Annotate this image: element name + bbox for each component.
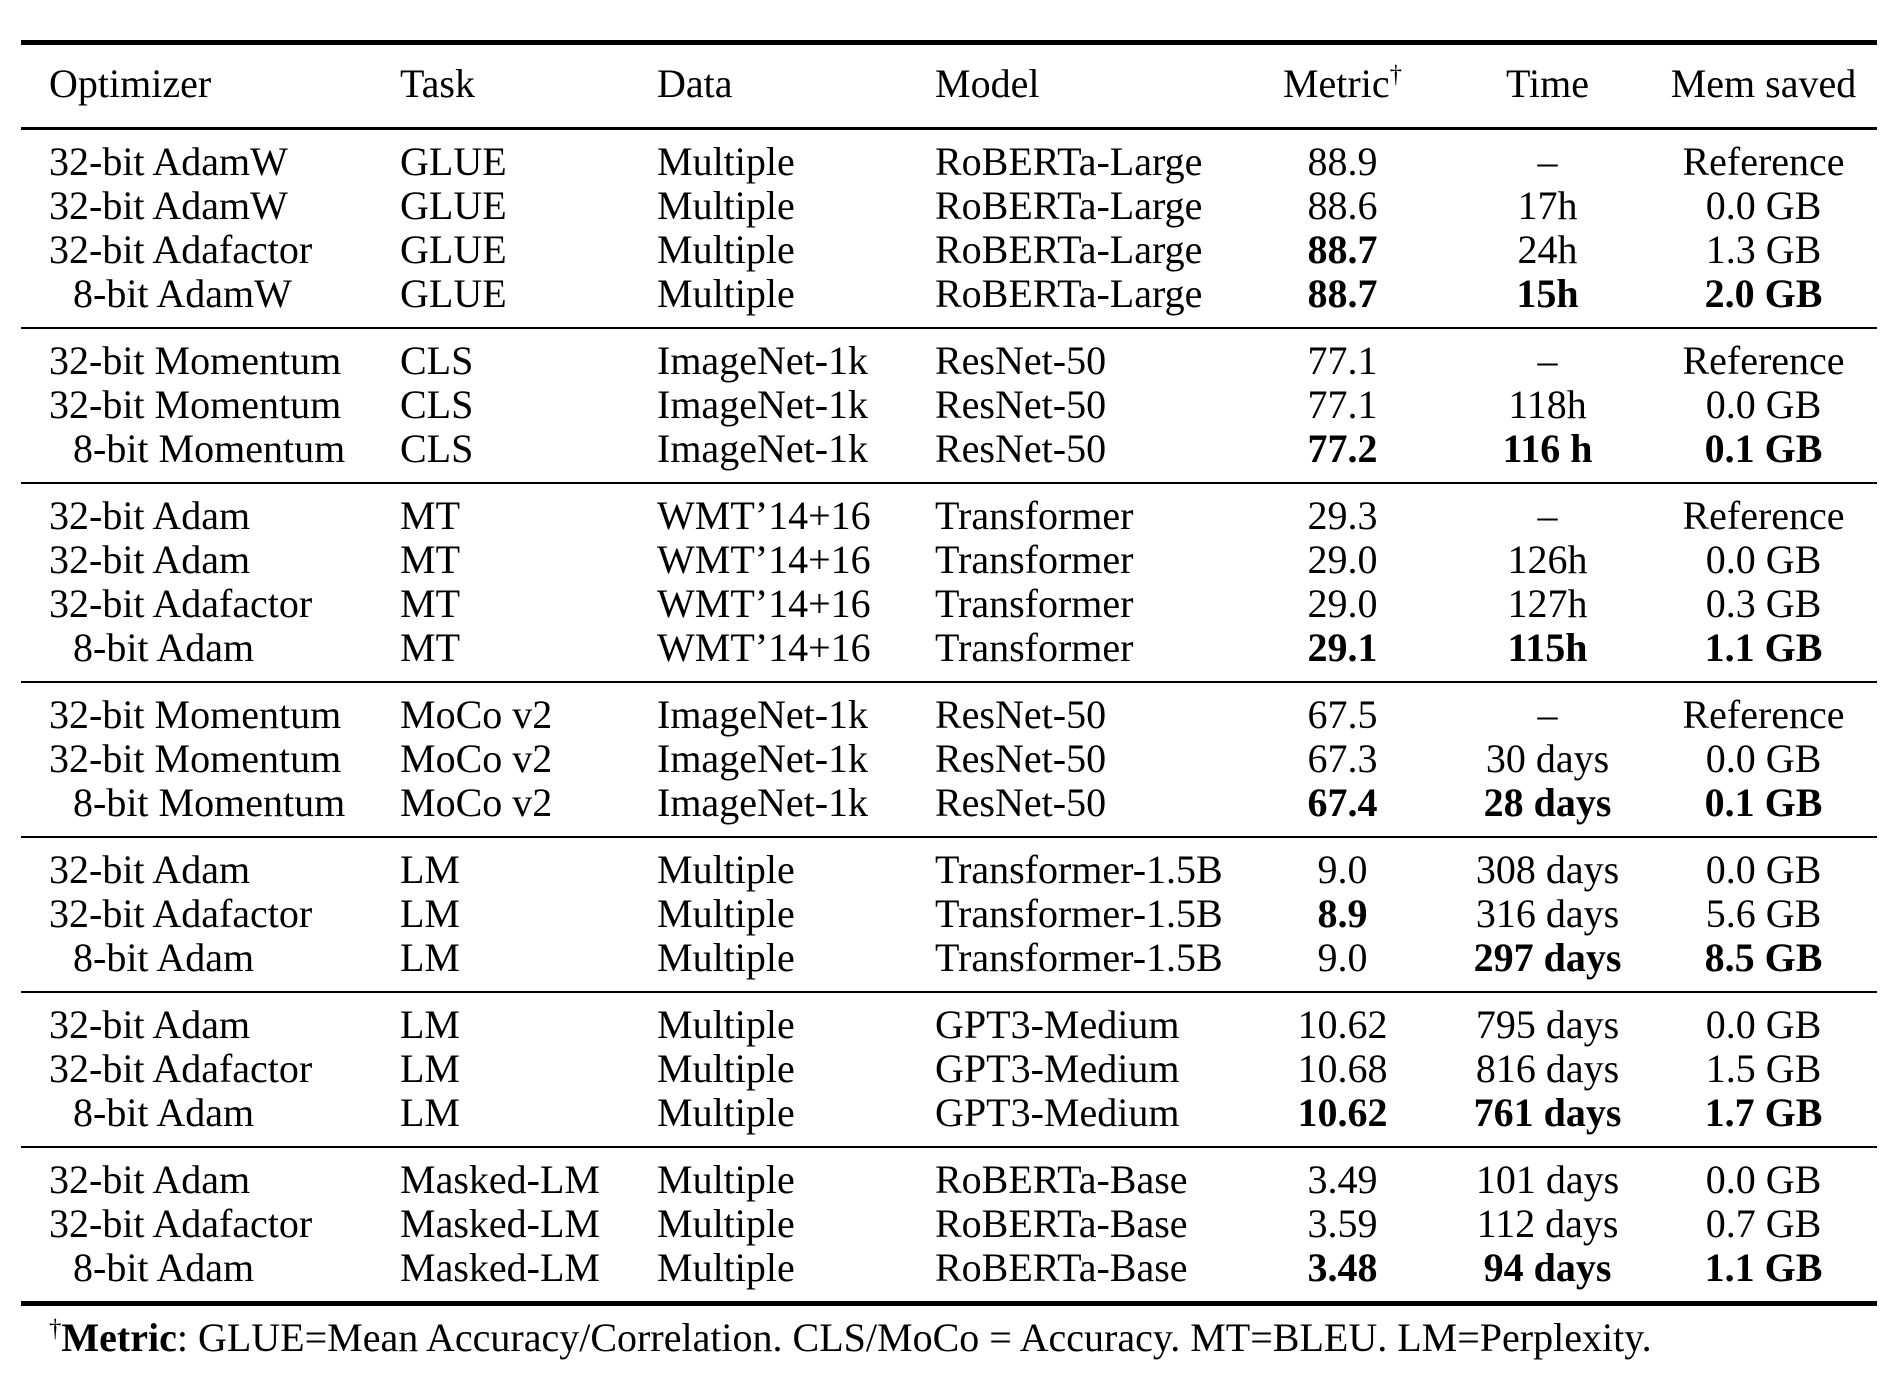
- cell-task: MoCo v2: [400, 736, 553, 781]
- cell-model: RoBERTa-Large: [935, 271, 1203, 316]
- table-row: [21, 1202, 1877, 1246]
- cell-optimizer: 32-bit Momentum: [49, 736, 342, 781]
- cell-metric: 88.7: [1307, 271, 1378, 316]
- cell-mem: Reference: [1682, 493, 1845, 538]
- table-row: [21, 328, 1877, 383]
- cell-optimizer: 8-bit Adam: [73, 1090, 255, 1135]
- cell-metric: 29.3: [1307, 493, 1378, 538]
- cell-model: Transformer: [935, 625, 1134, 670]
- cell-mem: 0.0 GB: [1705, 183, 1822, 228]
- cell-time: 94 days: [1483, 1245, 1612, 1290]
- cell-optimizer: 32-bit Adafactor: [49, 891, 313, 936]
- cell-task: CLS: [400, 338, 474, 383]
- optimizer-results-table: [21, 40, 1877, 1306]
- cell-data: ImageNet-1k: [657, 338, 869, 383]
- cell-model: ResNet-50: [935, 692, 1107, 737]
- cell-time: 15h: [1516, 271, 1579, 316]
- cell-optimizer: 32-bit Adam: [49, 1002, 251, 1047]
- cell-optimizer: 8-bit Adam: [73, 935, 255, 980]
- column-header-task: Task: [400, 61, 475, 106]
- cell-mem: 0.1 GB: [1704, 780, 1823, 825]
- cell-model: RoBERTa-Large: [935, 227, 1203, 272]
- cell-model: Transformer: [935, 581, 1134, 626]
- cell-data: Multiple: [657, 935, 795, 980]
- cell-data: WMT’14+16: [657, 493, 871, 538]
- cell-metric: 10.62: [1297, 1002, 1388, 1047]
- cell-model: RoBERTa-Base: [935, 1157, 1188, 1202]
- cell-time: –: [1537, 139, 1558, 184]
- cell-time: 116 h: [1502, 426, 1593, 471]
- cell-time: 28 days: [1483, 780, 1612, 825]
- table-group-1: [21, 129, 1877, 329]
- cell-mem: Reference: [1682, 139, 1845, 184]
- cell-optimizer: 32-bit Adafactor: [49, 227, 313, 272]
- table-group-6: [21, 992, 1877, 1147]
- table-row: [21, 427, 1877, 483]
- table-group-7: [21, 1147, 1877, 1304]
- cell-task: LM: [400, 847, 460, 892]
- table-row: [21, 781, 1877, 837]
- dagger-icon: †: [49, 1315, 62, 1343]
- cell-task: MT: [400, 581, 460, 626]
- cell-mem: Reference: [1682, 338, 1845, 383]
- cell-data: Multiple: [657, 1201, 795, 1246]
- cell-mem: 0.0 GB: [1705, 382, 1822, 427]
- cell-metric: 3.59: [1307, 1201, 1378, 1246]
- cell-optimizer: 32-bit Adafactor: [49, 581, 313, 626]
- cell-metric: 10.68: [1297, 1046, 1388, 1091]
- table-row: [21, 383, 1877, 427]
- table-row: [21, 837, 1877, 892]
- cell-model: Transformer: [935, 537, 1134, 582]
- cell-metric: 77.1: [1307, 338, 1378, 383]
- header-row: [21, 43, 1877, 129]
- cell-metric: 8.9: [1317, 891, 1368, 936]
- table-group-5: [21, 837, 1877, 992]
- table-row: [21, 737, 1877, 781]
- cell-data: Multiple: [657, 1157, 795, 1202]
- table-row: [21, 228, 1877, 272]
- cell-time: 112 days: [1476, 1201, 1619, 1246]
- cell-metric: 29.0: [1307, 581, 1378, 626]
- cell-model: GPT3-Medium: [935, 1090, 1180, 1135]
- cell-mem: 0.0 GB: [1705, 847, 1822, 892]
- cell-optimizer: 32-bit Momentum: [49, 692, 342, 737]
- table-header-row: [21, 43, 1877, 129]
- column-header-model: Model: [935, 61, 1040, 106]
- cell-task: GLUE: [400, 183, 507, 228]
- column-header-data: Data: [657, 61, 733, 106]
- table-group-4: [21, 682, 1877, 837]
- table-group-3: [21, 483, 1877, 682]
- footnote-metric-label: Metric: [61, 1315, 177, 1360]
- table-row: [21, 582, 1877, 626]
- cell-task: Masked-LM: [400, 1157, 600, 1202]
- cell-time: 101 days: [1475, 1157, 1620, 1202]
- cell-mem: 2.0 GB: [1704, 271, 1823, 316]
- cell-optimizer: 8-bit AdamW: [73, 271, 292, 316]
- cell-metric: 67.5: [1307, 692, 1378, 737]
- cell-model: RoBERTa-Large: [935, 139, 1203, 184]
- cell-task: LM: [400, 1090, 460, 1135]
- cell-metric: 9.0: [1317, 847, 1368, 892]
- cell-task: MoCo v2: [400, 692, 553, 737]
- cell-task: MT: [400, 625, 460, 670]
- cell-data: ImageNet-1k: [657, 692, 869, 737]
- cell-mem: 1.1 GB: [1704, 625, 1823, 670]
- cell-data: WMT’14+16: [657, 581, 871, 626]
- cell-data: ImageNet-1k: [657, 426, 869, 471]
- cell-metric: 29.0: [1307, 537, 1378, 582]
- cell-metric: 9.0: [1317, 935, 1368, 980]
- cell-metric: 67.3: [1307, 736, 1378, 781]
- cell-data: ImageNet-1k: [657, 382, 869, 427]
- cell-data: Multiple: [657, 1245, 795, 1290]
- cell-mem: 5.6 GB: [1705, 891, 1822, 936]
- cell-model: GPT3-Medium: [935, 1046, 1180, 1091]
- cell-model: ResNet-50: [935, 382, 1107, 427]
- table-row: [21, 483, 1877, 538]
- cell-task: GLUE: [400, 227, 507, 272]
- cell-model: Transformer: [935, 493, 1134, 538]
- cell-time: 17h: [1517, 183, 1578, 228]
- cell-time: 308 days: [1475, 847, 1620, 892]
- cell-task: Masked-LM: [400, 1201, 600, 1246]
- cell-optimizer: 32-bit AdamW: [49, 183, 288, 228]
- cell-time: 118h: [1508, 382, 1587, 427]
- table-footnote: [21, 1315, 1898, 1361]
- table-row: [21, 626, 1877, 682]
- cell-task: MT: [400, 493, 460, 538]
- cell-time: 126h: [1507, 537, 1588, 582]
- cell-task: MT: [400, 537, 460, 582]
- cell-metric: 3.49: [1307, 1157, 1378, 1202]
- table-row: [21, 1147, 1877, 1202]
- cell-optimizer: 32-bit Momentum: [49, 338, 342, 383]
- cell-optimizer: 32-bit Momentum: [49, 382, 342, 427]
- cell-data: Multiple: [657, 1090, 795, 1135]
- table-row: [21, 184, 1877, 228]
- cell-mem: 1.7 GB: [1704, 1090, 1823, 1135]
- cell-time: 115h: [1507, 625, 1588, 670]
- dagger-icon: †: [1389, 61, 1403, 89]
- cell-mem: 0.0 GB: [1705, 1002, 1822, 1047]
- cell-model: Transformer-1.5B: [935, 935, 1223, 980]
- footnote-text: : GLUE=Mean Accuracy/Correlation. CLS/MoCo = Accuracy. MT=BLEU. LM=Perplexity.: [176, 1315, 1652, 1360]
- cell-task: Masked-LM: [400, 1245, 600, 1290]
- cell-optimizer: 8-bit Momentum: [73, 426, 346, 471]
- cell-time: –: [1537, 692, 1558, 737]
- cell-model: ResNet-50: [935, 338, 1107, 383]
- cell-task: GLUE: [400, 139, 507, 184]
- table-row: [21, 538, 1877, 582]
- cell-time: –: [1537, 338, 1558, 383]
- cell-time: 30 days: [1485, 736, 1610, 781]
- cell-data: Multiple: [657, 847, 795, 892]
- table-row: [21, 892, 1877, 936]
- cell-model: Transformer-1.5B: [935, 891, 1223, 936]
- cell-data: Multiple: [657, 183, 795, 228]
- table-row: [21, 682, 1877, 737]
- cell-mem: 0.3 GB: [1705, 581, 1822, 626]
- cell-task: LM: [400, 935, 460, 980]
- cell-optimizer: 32-bit Adafactor: [49, 1046, 313, 1091]
- cell-data: Multiple: [657, 891, 795, 936]
- cell-metric: 88.7: [1307, 227, 1378, 272]
- cell-model: ResNet-50: [935, 736, 1107, 781]
- cell-data: WMT’14+16: [657, 537, 871, 582]
- cell-metric: 3.48: [1307, 1245, 1378, 1290]
- cell-task: LM: [400, 1046, 460, 1091]
- table-row: [21, 272, 1877, 328]
- cell-metric: 77.1: [1307, 382, 1378, 427]
- cell-model: RoBERTa-Base: [935, 1245, 1188, 1290]
- cell-optimizer: 8-bit Adam: [73, 625, 255, 670]
- cell-task: LM: [400, 1002, 460, 1047]
- cell-data: Multiple: [657, 139, 795, 184]
- table-row: [21, 1091, 1877, 1147]
- cell-time: 127h: [1507, 581, 1588, 626]
- table-row: [21, 992, 1877, 1047]
- table-row: [21, 936, 1877, 992]
- cell-time: 24h: [1517, 227, 1578, 272]
- cell-mem: Reference: [1682, 692, 1845, 737]
- column-header-time: Time: [1505, 61, 1589, 106]
- cell-mem: 8.5 GB: [1704, 935, 1823, 980]
- cell-optimizer: 8-bit Momentum: [73, 780, 346, 825]
- cell-task: CLS: [400, 426, 474, 471]
- cell-task: MoCo v2: [400, 780, 553, 825]
- cell-optimizer: 32-bit AdamW: [49, 139, 288, 184]
- cell-mem: 1.3 GB: [1705, 227, 1822, 272]
- cell-mem: 0.1 GB: [1704, 426, 1823, 471]
- cell-data: ImageNet-1k: [657, 736, 869, 781]
- cell-data: Multiple: [657, 271, 795, 316]
- cell-data: WMT’14+16: [657, 625, 871, 670]
- cell-optimizer: 32-bit Adam: [49, 1157, 251, 1202]
- cell-metric: 67.4: [1307, 780, 1378, 825]
- column-header-optimizer: Optimizer: [49, 61, 212, 106]
- cell-model: GPT3-Medium: [935, 1002, 1180, 1047]
- cell-task: GLUE: [400, 271, 507, 316]
- table-row: [21, 1047, 1877, 1091]
- cell-time: 297 days: [1473, 935, 1622, 980]
- cell-mem: 0.0 GB: [1705, 1157, 1822, 1202]
- cell-data: ImageNet-1k: [657, 780, 869, 825]
- column-header-metric: Metric†: [1282, 61, 1403, 106]
- cell-model: RoBERTa-Large: [935, 183, 1203, 228]
- cell-data: Multiple: [657, 1002, 795, 1047]
- cell-optimizer: 32-bit Adafactor: [49, 1201, 313, 1246]
- cell-time: 316 days: [1475, 891, 1620, 936]
- cell-time: 795 days: [1475, 1002, 1620, 1047]
- cell-mem: 1.5 GB: [1705, 1046, 1822, 1091]
- cell-optimizer: 32-bit Adam: [49, 493, 251, 538]
- table-row: [21, 1246, 1877, 1304]
- cell-mem: 1.1 GB: [1704, 1245, 1823, 1290]
- cell-mem: 0.0 GB: [1705, 537, 1822, 582]
- cell-time: 761 days: [1473, 1090, 1622, 1135]
- cell-metric: 29.1: [1307, 625, 1378, 670]
- cell-mem: 0.7 GB: [1705, 1201, 1822, 1246]
- cell-data: Multiple: [657, 1046, 795, 1091]
- cell-optimizer: 32-bit Adam: [49, 847, 251, 892]
- cell-model: ResNet-50: [935, 780, 1107, 825]
- cell-metric: 77.2: [1307, 426, 1378, 471]
- cell-time: –: [1537, 493, 1558, 538]
- cell-model: ResNet-50: [935, 426, 1107, 471]
- cell-optimizer: 8-bit Adam: [73, 1245, 255, 1290]
- cell-model: Transformer-1.5B: [935, 847, 1223, 892]
- cell-time: 816 days: [1475, 1046, 1620, 1091]
- cell-metric: 88.6: [1307, 183, 1378, 228]
- cell-mem: 0.0 GB: [1705, 736, 1822, 781]
- cell-metric: 10.62: [1297, 1090, 1388, 1135]
- table-row: [21, 129, 1877, 185]
- cell-task: LM: [400, 891, 460, 936]
- cell-optimizer: 32-bit Adam: [49, 537, 251, 582]
- cell-metric: 88.9: [1307, 139, 1378, 184]
- cell-model: RoBERTa-Base: [935, 1201, 1188, 1246]
- column-header-mem: Mem saved: [1670, 61, 1857, 106]
- cell-task: CLS: [400, 382, 474, 427]
- cell-data: Multiple: [657, 227, 795, 272]
- table-group-2: [21, 328, 1877, 483]
